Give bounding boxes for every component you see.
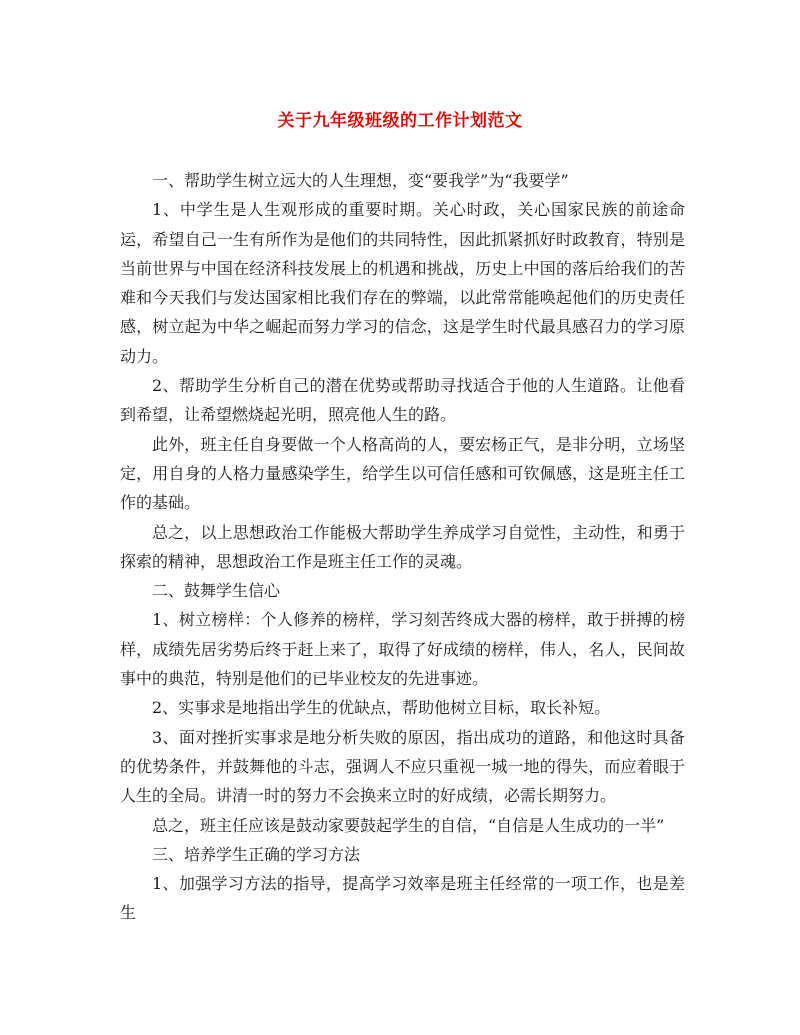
document-title: 关于九年级班级的工作计划范文 xyxy=(277,111,523,131)
paragraph-3-1: 1、加强学习方法的指导，提高学习效率是班主任经常的一项工作，也是差生 xyxy=(120,874,685,923)
paragraph-section-3-heading: 三、培养学生正确的学习方法 xyxy=(152,844,361,864)
paragraph-section-1-heading: 一、帮助学生树立远大的人生理想，变“要我学”为“我要学” xyxy=(152,171,569,190)
paragraph-2-2: 2、实事求是地指出学生的优缺点，帮助他树立目标，取长补短。 xyxy=(152,698,611,718)
document-body xyxy=(120,166,685,928)
paragraph-2-1: 1、树立榜样：个人修养的榜样，学习刻苦终成大器的榜样，敢于拼搏的榜样，成绩先居劣势后终于赶上来了，取得了好成绩的榜样，伟人，名人，民间故事中的典范，特别是他们的已毕业校友的先进事迹。 xyxy=(120,610,685,689)
paragraph-2-summary: 总之，班主任应该是鼓动家要鼓起学生的自信，“自信是人生成功的一半” xyxy=(152,815,665,835)
paragraph-2-3: 3、面对挫折实事求是地分析失败的原因，指出成功的道路，和他这时具备的优势条件，并鼓舞他的斗志，强调人不应只重视一城一地的得失，而应着眼于人生的全局。讲清一时的努力不会换来立时的好成绩，必需长期努力。 xyxy=(120,727,685,806)
paragraph-1-summary: 总之，以上思想政治工作能极大帮助学生养成学习自觉性，主动性，和勇于探索的精神，思想政治工作是班主任工作的灵魂。 xyxy=(120,522,685,571)
paragraph-1-besides: 此外，班主任自身要做一个人格高尚的人，要宏杨正气，是非分明，立场坚定，用自身的人格力量感染学生，给学生以可信任感和可钦佩感，这是班主任工作的基础。 xyxy=(120,434,685,513)
paragraph-section-2-heading: 二、鼓舞学生信心 xyxy=(152,581,281,601)
paragraph-1-1: 1、中学生是人生观形成的重要时期。关心时政，关心国家民族的前途命运，希望自己一生有所作为是他们的共同特性，因此抓紧抓好时政教育，特别是当前世界与中国在经济科技发展上的机遇和挑战，历史上中国的落后给我们的苦难和今天我们与发达国家相比我们存在的弊端，以此常常能唤起他们的历史责任感，树立起为中华之崛起而努力学习的信念，这是学生时代最具感召力的学习原动力。 xyxy=(120,200,685,366)
paragraph-1-2: 2、帮助学生分析自己的潜在优势或帮助寻找适合于他的人生道路。让他看到希望，让希望燃烧起光明，照亮他人生的路。 xyxy=(120,376,685,425)
